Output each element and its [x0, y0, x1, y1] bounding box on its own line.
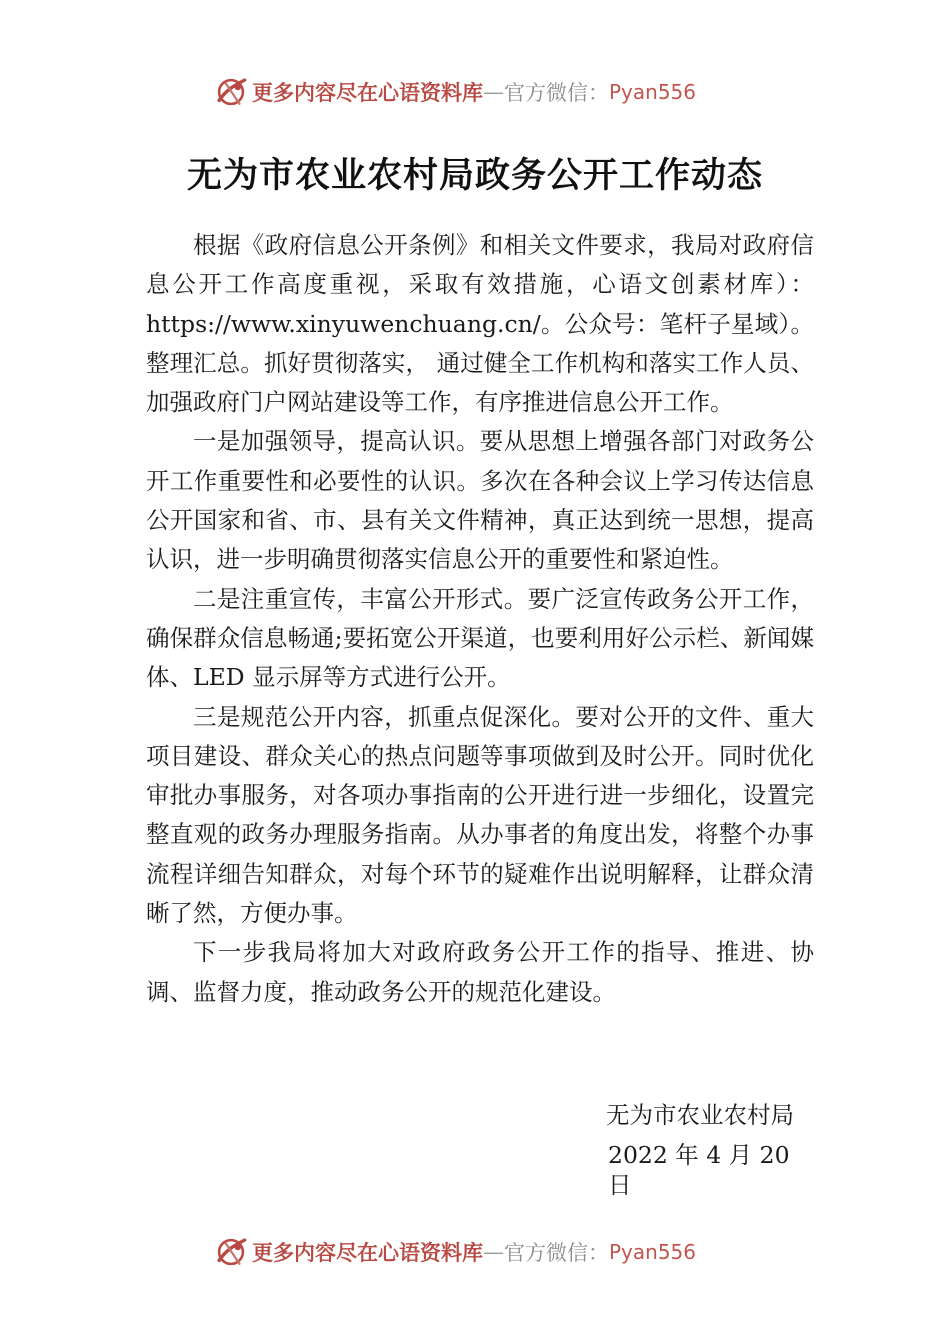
watermark-header [0, 72, 950, 112]
watermark-wechat-id: Pyan556 [608, 80, 696, 104]
flower-logo-icon [214, 75, 248, 109]
paragraph: 一是加强领导，提高认识。要从思想上增强各部门对政务公开工作重要性和必要性的认识。多次在各种会议上学习传达信息公开国家和省、市、县有关文件精神，真正达到统一思想，提高认识，进一步明确贯彻落实信息公开的重要性和紧迫性。 [146, 427, 814, 574]
watermark-dash: — [482, 80, 504, 104]
flower-logo-icon [214, 1235, 248, 1269]
signature-organization: 无为市农业农村局 [606, 1101, 794, 1129]
paragraph: 二是注重宣传，丰富公开形式。要广泛宣传政务公开工作，确保群众信息畅通;要拓宽公开渠道，也要利用好公示栏、新闻媒体、LED 显示屏等方式进行公开。 [146, 584, 814, 692]
watermark-right-text: 官方微信： [503, 81, 609, 105]
watermark-wechat-id: Pyan556 [608, 1240, 696, 1264]
watermark-dash: — [482, 1240, 504, 1264]
document-body [146, 226, 814, 1012]
watermark-left-text: 更多内容尽在心语资料库 [251, 80, 483, 105]
paragraph: 根据《政府信息公开条例》和相关文件要求，我局对政府信息公开工作高度重视，采取有效措施，心语文创素材库）：https://www.xinyuwenchuang.cn/。公众号：笔杆子星域）。整理汇总。抓好贯彻落实， 通过健全工作机构和落实工作人员、加强政府门户网站建设等工作，有序推进信息公开工作。 [146, 231, 814, 417]
watermark-left-text: 更多内容尽在心语资料库 [251, 1240, 483, 1265]
signature-date: 2022 年 4 月 20 日 [608, 1141, 790, 1199]
watermark-right-text: 官方微信： [503, 1241, 609, 1265]
paragraph: 下一步我局将加大对政府政务公开工作的指导、推进、协调、监督力度，推动政务公开的规范化建设。 [146, 938, 814, 1006]
document-title: 无为市农业农村局政务公开工作动态 [186, 156, 763, 196]
paragraph: 三是规范公开内容，抓重点促深化。要对公开的文件、重大项目建设、群众关心的热点问题等事项做到及时公开。同时优化审批办事服务，对各项办事指南的公开进行进一步细化，设置完整直观的政务办理服务指南。从办事者的角度出发，将整个办事流程详细告知群众，对每个环节的疑难作出说明解释，让群众清晰了然，方便办事。 [146, 702, 814, 928]
watermark-footer [0, 1232, 950, 1272]
